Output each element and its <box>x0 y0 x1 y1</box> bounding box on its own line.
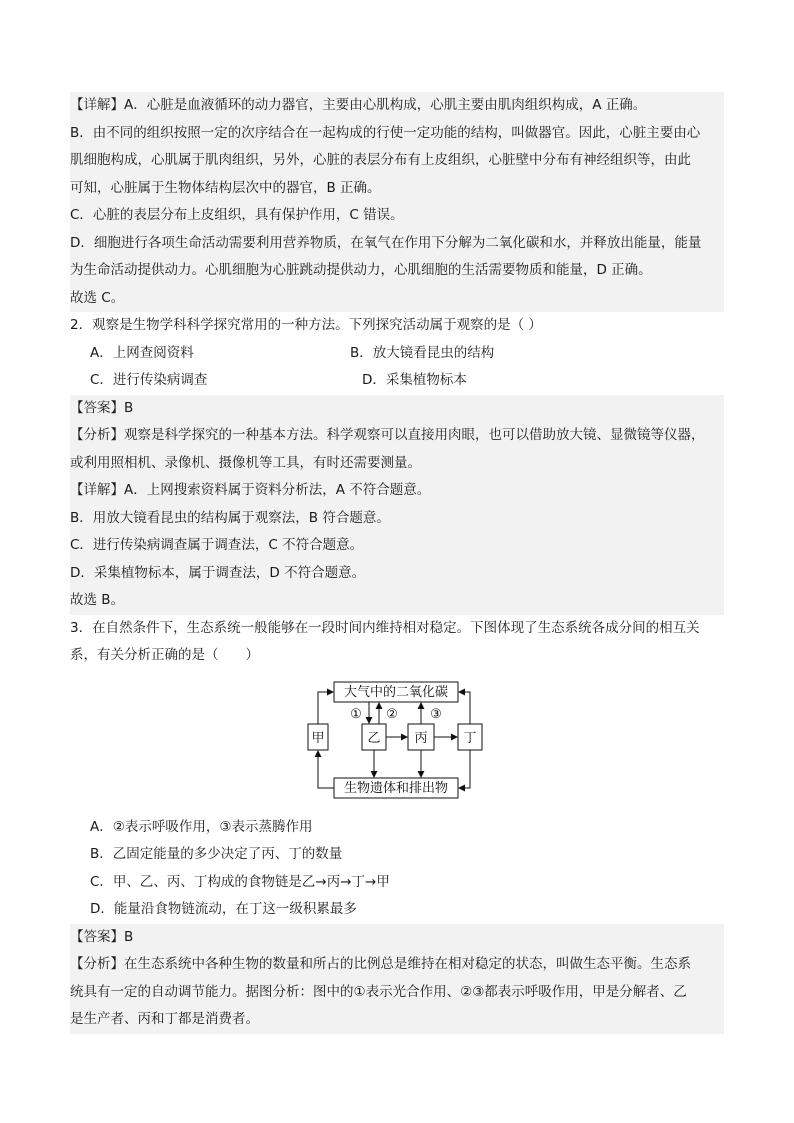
q2-detail-line-4: D．采集植物标本，属于调查法，D 不符合题意。 <box>70 564 366 581</box>
q1-detail-line-1: 【详解】A．心脏是血液循环的动力器官，主要由心肌构成，心肌主要由肌肉组织构成，A 正确。 <box>70 97 647 113</box>
q2-analysis-line-1: 【分析】观察是科学探究的一种基本方法。科学观察可以直接用肉眼，也可以借助放大镜、显微镜等仪器， <box>70 427 705 443</box>
yi-label: 乙 <box>367 730 381 746</box>
bing-label: 丙 <box>414 730 428 746</box>
q2-explanation-block <box>70 395 724 615</box>
q2-analysis-line-2: 或利用照相机、录像机、摄像机等工具，有时还需要测量。 <box>70 454 421 471</box>
q1-detail-line-7: 为生命活动提供动力。心肌细胞为心脏跳动提供动力，心肌细胞的生活需要物质和能量，D 正确。 <box>70 262 652 278</box>
q2-detail-line-2: B．用放大镜看昆虫的结构属于观察法，B 符合题意。 <box>70 509 390 526</box>
q2-detail-line-1: 【详解】A．上网搜索资料属于资料分析法，A 不符合题意。 <box>70 482 431 498</box>
jia-label: 甲 <box>311 730 325 746</box>
q2-options-row-1 <box>70 340 724 368</box>
q3-option-d: D．能量沿食物链流动，在丁这一级积累最多 <box>90 901 357 917</box>
q2-detail-line-3: C．进行传染病调查属于调查法，C 不符合题意。 <box>70 537 364 553</box>
ding-label: 丁 <box>463 730 477 746</box>
q2-option-b: B．放大镜看昆虫的结构 <box>350 344 495 361</box>
q3-stem-line-2: 系，有关分析正确的是（ ） <box>70 647 259 663</box>
q2-answer: 【答案】B <box>70 399 134 416</box>
q2-options-row-2 <box>70 367 724 395</box>
marker-1: ① <box>350 706 362 722</box>
q2-option-a: A．上网查阅资料 <box>90 344 194 361</box>
q3-stem-line-1: 3．在自然条件下，生态系统一般能够在一段时间内维持相对稳定。下图体现了生态系统各成分间的相互关 <box>70 619 700 636</box>
q3-option-a: A．②表示呼吸作用，③表示蒸腾作用 <box>90 818 313 835</box>
q1-explanation-block <box>70 92 724 312</box>
q2-option-d: D．采集植物标本 <box>362 372 467 388</box>
ecosystem-diagram <box>306 678 486 804</box>
q1-detail-line-3: 肌细胞构成，心肌属于肌肉组织，另外，心脏的表层分布有上皮组织，心脏壁中分布有神经组织等，由此 <box>70 152 691 168</box>
question-3 <box>70 615 724 924</box>
co2-label: 大气中的二氧化碳 <box>343 684 449 700</box>
q2-option-c: C．进行传染病调查 <box>90 372 208 388</box>
arrow-ding-to-co2 <box>459 692 470 724</box>
q2-final-choice: 故选 B。 <box>70 592 125 608</box>
remains-label: 生物遗体和排出物 <box>343 780 449 796</box>
ecosystem-diagram-area <box>70 678 724 808</box>
q3-explanation-block <box>70 924 724 1034</box>
q3-analysis-line-3: 是生产者、丙和丁都是消费者。 <box>70 1011 259 1027</box>
question-2 <box>70 312 724 395</box>
q1-detail-line-4: 可知，心脏属于生物体结构层次中的器官，B 正确。 <box>70 179 381 196</box>
document-page <box>70 92 724 1034</box>
q2-stem: 2．观察是生物学科科学探究常用的一种方法。下列探究活动属于观察的是（ ） <box>70 317 542 333</box>
q1-detail-line-6: D．细胞进行各项生命活动需要利用营养物质，在氧气在作用下分解为二氧化碳和水，并释放出能量，能量 <box>70 234 702 251</box>
q3-option-b: B．乙固定能量的多少决定了丙、丁的数量 <box>90 846 343 862</box>
q1-final-choice: 故选 C。 <box>70 289 125 306</box>
q1-detail-line-2: B．由不同的组织按照一定的次序结合在一起构成的行使一定功能的结构，叫做器官。因此，心脏主要由心 <box>70 124 701 141</box>
marker-2: ② <box>386 706 398 722</box>
arrow-jia-to-co2 <box>318 692 333 724</box>
q3-analysis-line-1: 【分析】在生态系统中各种生物的数量和所占的比例总是维持在相对稳定的状态，叫做生态平衡。生态系 <box>70 956 691 972</box>
q3-option-c: C．甲、乙、丙、丁构成的食物链是乙→丙→丁→甲 <box>90 873 390 890</box>
marker-3: ③ <box>430 706 442 722</box>
arrow-ding-to-remains <box>459 750 470 788</box>
q1-detail-line-5: C．心脏的表层分布上皮组织，具有保护作用，C 错误。 <box>70 207 404 223</box>
q3-answer: 【答案】B <box>70 928 134 945</box>
arrow-remains-to-jia <box>318 751 334 788</box>
q3-analysis-line-2: 统具有一定的自动调节能力。据图分析：图中的①表示光合作用、②③都表示呼吸作用，甲是分解者、乙 <box>70 983 687 1000</box>
